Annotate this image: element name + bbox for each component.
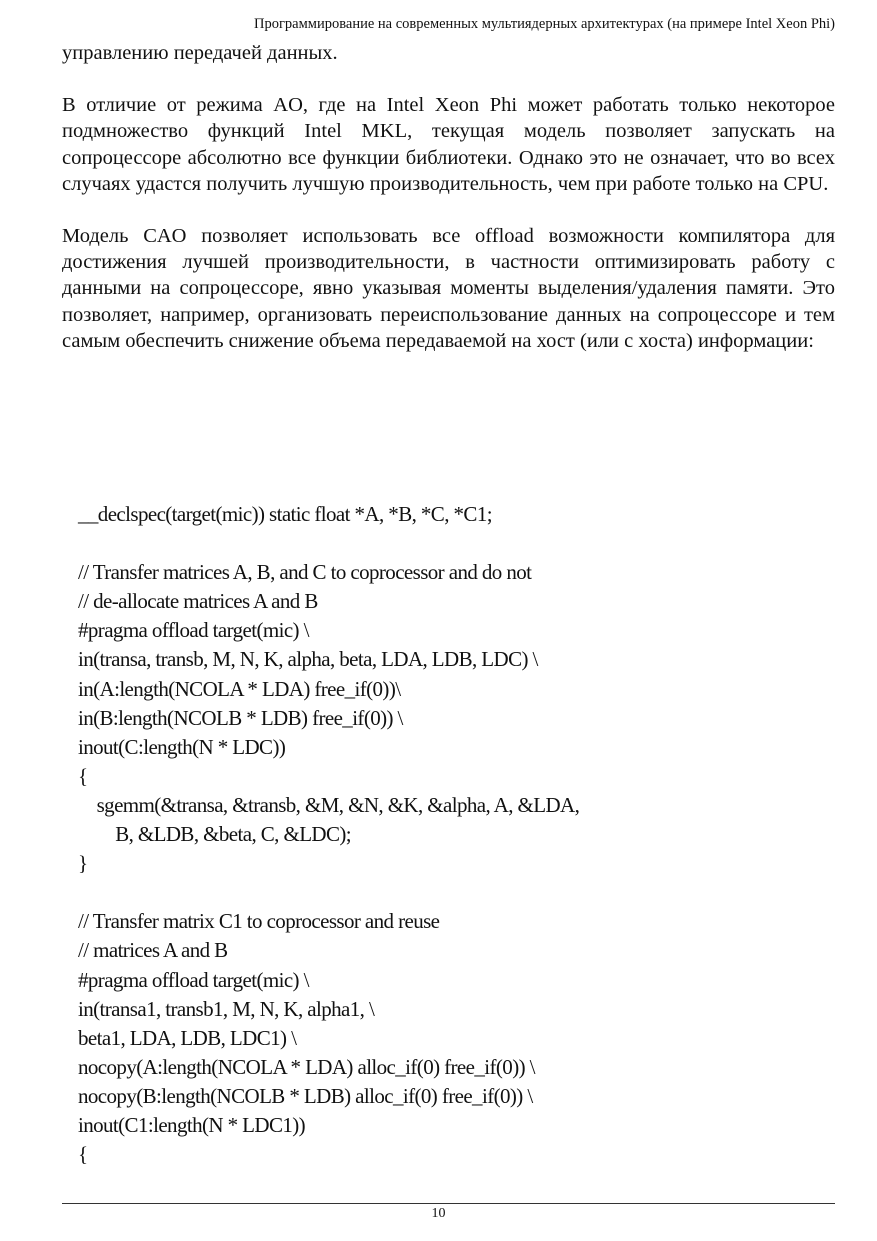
- code-line: [78, 878, 579, 907]
- code-line: // Transfer matrices A, B, and C to coprocessor and do not: [78, 560, 532, 585]
- code-line: #pragma offload target(mic) \: [78, 967, 309, 992]
- code-line: inout(C:length(N * LDC)): [78, 734, 286, 759]
- running-header: Программирование на современных мультиядерных архитектурах (на примере Intel Xeon Phi): [254, 16, 835, 32]
- body-text: [62, 40, 835, 380]
- code-line: in(B:length(NCOLB * LDB) free_if(0)) \: [78, 705, 403, 730]
- code-line: #pragma offload target(mic) \: [78, 618, 309, 643]
- code-line: // de-allocate matrices A and B: [78, 589, 318, 614]
- paragraph: управлению передачей данных.: [62, 42, 338, 64]
- paragraph: В отличие от режима AO, где на Intel Xeon Phi может работать только некоторое подмножество функций Intel MKL, текущая модель позволяет запускать на сопроцессоре абсолютно все функции библиотеки. Однако это не означает, что во всех случаях удастся получить лучшую производительность, чем при работе только на CPU.: [62, 94, 835, 195]
- code-line: }: [78, 851, 88, 876]
- code-line: nocopy(A:length(NCOLA * LDA) alloc_if(0) free_if(0)) \: [78, 1054, 535, 1079]
- code-listing: [78, 500, 579, 1169]
- code-line: in(A:length(NCOLA * LDA) free_if(0))\: [78, 676, 401, 701]
- code-line: {: [78, 763, 88, 788]
- code-line: beta1, LDA, LDB, LDC1) \: [78, 1025, 297, 1050]
- code-line: B, &LDB, &beta, C, &LDC);: [78, 822, 352, 847]
- code-line: in(transa, transb, M, N, K, alpha, beta, LDA, LDB, LDC) \: [78, 647, 538, 672]
- code-line: __declspec(target(mic)) static float *A, *B, *C, *C1;: [78, 502, 492, 526]
- paragraph: Модель CAO позволяет использовать все offload возможности компилятора для достижения лучшей производительности, в частности оптимизировать работу с данными на сопроцессоре, явно указывая моменты выделения/удаления памяти. Это позволяет, например, организовать переиспользование данных на сопроцессоре и тем самым обеспечить снижение объема передаваемой на хост (или с хоста) информации:: [62, 225, 835, 352]
- code-line: // Transfer matrix C1 to coprocessor and reuse: [78, 909, 440, 934]
- code-line: sgemm(&transa, &transb, &M, &N, &K, &alpha, A, &LDA,: [78, 792, 580, 817]
- code-line: [78, 529, 579, 558]
- code-line: inout(C1:length(N * LDC1)): [78, 1112, 306, 1137]
- code-line: in(transa1, transb1, M, N, K, alpha1, \: [78, 996, 375, 1021]
- code-line: {: [78, 1142, 88, 1167]
- footer-divider: [62, 1203, 835, 1204]
- page-number: 10: [431, 1206, 446, 1221]
- code-line: // matrices A and B: [78, 938, 228, 963]
- code-line: nocopy(B:length(NCOLB * LDB) alloc_if(0) free_if(0)) \: [78, 1083, 533, 1108]
